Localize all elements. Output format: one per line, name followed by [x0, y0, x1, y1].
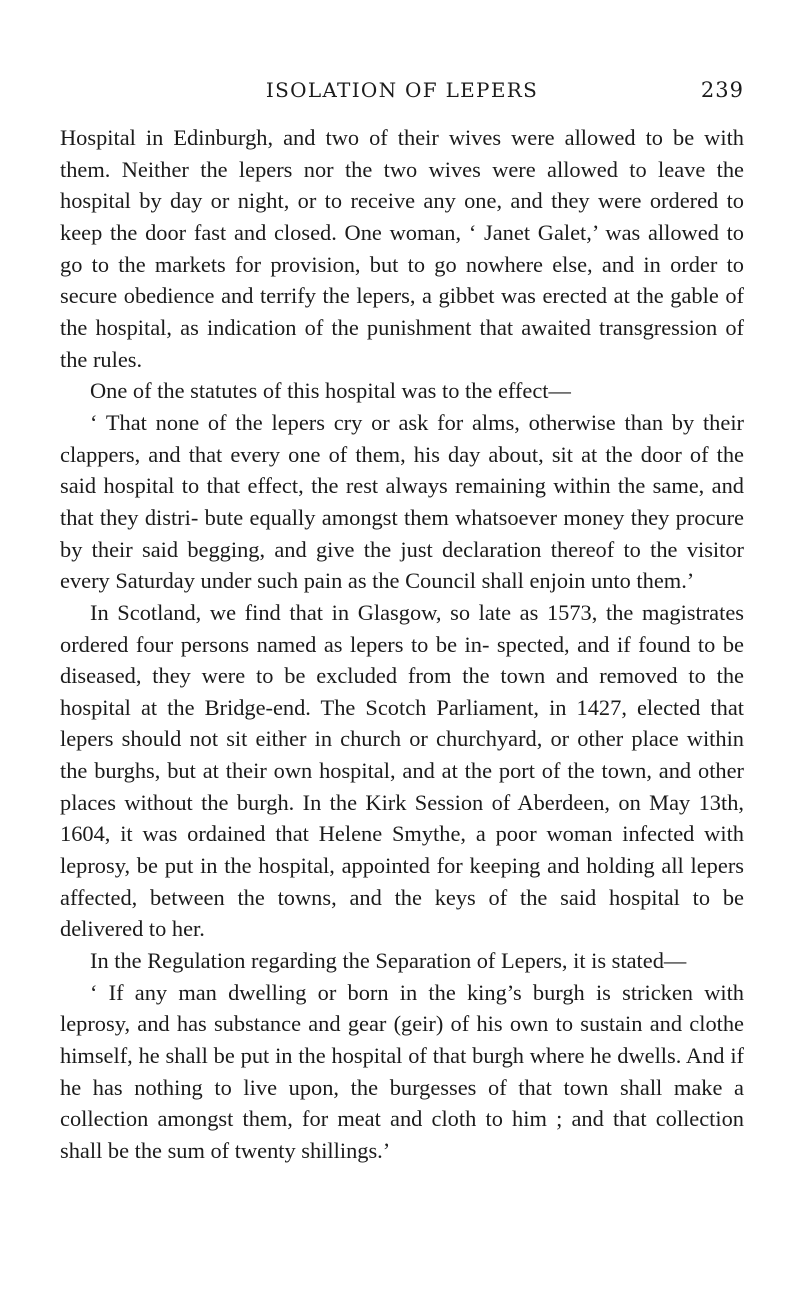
paragraph-regulation-intro: In the Regulation regarding the Separation of Lepers, it is stated— [90, 948, 687, 974]
page-header [60, 78, 744, 112]
page-number: 239 [700, 78, 744, 102]
body-text [60, 122, 744, 1167]
running-title: ISOLATION OF LEPERS [265, 78, 539, 102]
paragraph-regulation-quote: ‘ If any man dwelling or born in the king’s burgh is stricken with leprosy, and has substance and gear (geir) of his own to sustain and clothe himself, he shall be put in the hospital of that burgh where he dwells. And if he has nothing to live upon, the burgesses of that town shall make a collection amongst them, for meat and cloth to him ; and that collection shall be the sum of twenty shillings.’ [60, 979, 744, 1163]
paragraph-statute-quote: ‘ That none of the lepers cry or ask for alms, otherwise than by their clappers, and that every one of them, his day about, sit at the door of the said hospital to that effect, the rest always remaining within the same, and that they distri- bute equally amongst them whatsoever money they procure by their said begging, and give the just declaration thereof to the visitor every Saturday under such pain as the Council shall enjoin unto them.’ [60, 409, 744, 594]
paragraph-statutes-intro: One of the statutes of this hospital was to the effect— [90, 378, 571, 404]
paragraph-edinburgh-hospital: Hospital in Edinburgh, and two of their wives were allowed to be with them. Neither the lepers nor the two wives were allowed to leave the hospital by day or night, or to receive any one, and they were ordered to keep the door fast and closed. One woman, ‘ Janet Galet,’ was allowed to go to the markets for provision, but to go nowhere else, and in order to secure obedience and terrify the lepers, a gibbet was erected at the gable of the hospital, as indication of the punishment that awaited transgression of the rules. [60, 125, 744, 372]
paragraph-scotland: In Scotland, we find that in Glasgow, so late as 1573, the magistrates ordered four persons named as lepers to be in- spected, and if found to be diseased, they were to be excluded from the town and removed to the hospital at the Bridge-end. The Scotch Parliament, in 1427, elected that lepers should not sit either in church or churchyard, or other place within the burghs, but at their own hospital, and at the port of the town, and other places without the burgh. In the Kirk Session of Aberdeen, on May 13th, 1604, it was ordained that Helene Smythe, a poor woman infected with leprosy, be put in the hospital, appointed for keeping and holding all lepers affected, between the towns, and the keys of the said hospital to be delivered to her. [60, 599, 744, 942]
